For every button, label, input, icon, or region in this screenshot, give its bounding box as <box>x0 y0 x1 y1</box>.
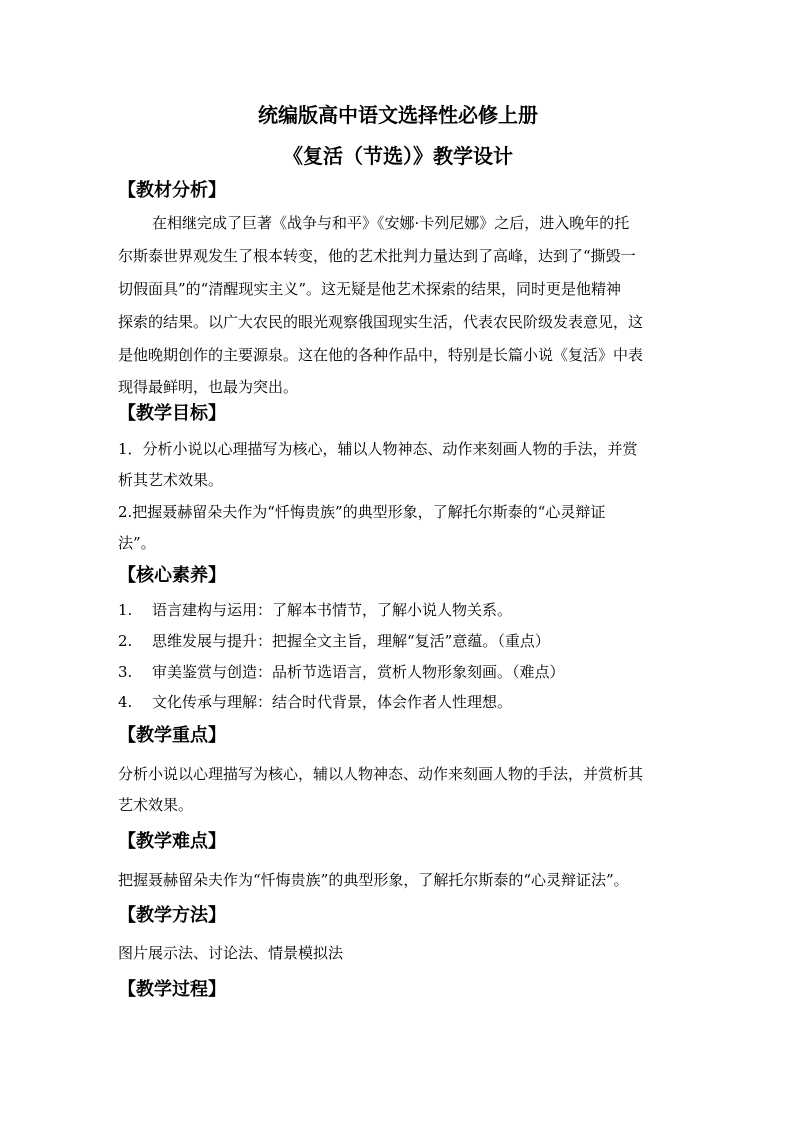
process-heading: 【教学过程】 <box>118 979 226 1000</box>
literacy-item <box>118 600 512 620</box>
literacy-item-number: 2. <box>118 632 133 650</box>
difficulties-heading: 【教学难点】 <box>118 831 226 852</box>
goals-line: 析其艺术效果。 <box>118 471 224 489</box>
literacy-heading: 【核心素养】 <box>118 565 226 586</box>
literacy-item <box>118 692 512 712</box>
methods-line: 图片展示法、讨论法、情景模拟法 <box>118 944 344 962</box>
difficulties-line: 把握聂赫留朵夫作为“忏悔贵族”的典型形象，了解托尔斯泰的“心灵辩证法”。 <box>118 871 629 889</box>
materials-line: 现得最鲜明，也最为突出。 <box>118 378 299 396</box>
literacy-item-number: 3. <box>118 663 133 681</box>
literacy-item-text: 审美鉴赏与创造：品析节选语言，赏析人物形象刻画。（难点） <box>152 663 565 681</box>
materials-line: 切假面具”的“清醒现实主义”。这无疑是他艺术探索的结果，同时更是他精神 <box>118 280 622 298</box>
literacy-item-number: 1. <box>118 601 133 619</box>
materials-heading: 【教材分析】 <box>118 180 226 201</box>
materials-line: 探索的结果。以广大农民的眼光观察俄国现实生活，代表农民阶级发表意见，这 <box>118 313 644 331</box>
materials-line: 尔斯泰世界观发生了根本转变，他的艺术批判力量达到了高峰，达到了“撕毁一 <box>118 247 636 265</box>
key-points-line: 分析小说以心理描写为核心，辅以人物神态、动作来刻画人物的手法，并赏析其 <box>118 765 644 783</box>
goals-line: 法”。 <box>118 534 156 552</box>
literacy-item-number: 4. <box>118 693 133 711</box>
methods-heading: 【教学方法】 <box>118 905 226 926</box>
goals-line: 2.把握聂赫留朵夫作为“忏悔贵族”的典型形象，了解托尔斯泰的“心灵辩证 <box>118 503 606 521</box>
materials-line: 是他晚期创作的主要源泉。这在他的各种作品中，特别是长篇小说《复活》中表 <box>118 346 644 364</box>
literacy-item-text: 思维发展与提升：把握全文主旨，理解“复活”意蕴。（重点） <box>152 632 550 650</box>
literacy-item <box>118 631 550 651</box>
document-page <box>118 0 678 1123</box>
goals-heading: 【教学目标】 <box>118 403 226 424</box>
key-points-heading: 【教学重点】 <box>118 725 226 746</box>
document-title: 统编版高中语文选择性必修上册 <box>258 103 538 127</box>
goals-line: 1．分析小说以心理描写为核心，辅以人物神态、动作来刻画人物的手法，并赏 <box>118 440 638 458</box>
key-points-line: 艺术效果。 <box>118 796 194 814</box>
literacy-item-text: 文化传承与理解：结合时代背景，体会作者人性理想。 <box>152 693 513 711</box>
materials-line: 在相继完成了巨著《战争与和平》《安娜·卡列尼娜》之后，进入晚年的托 <box>152 214 630 232</box>
document-subtitle: 《复活（节选）》教学设计 <box>283 144 513 168</box>
literacy-item <box>118 662 565 682</box>
literacy-item-text: 语言建构与运用：了解本书情节，了解小说人物关系。 <box>152 601 513 619</box>
